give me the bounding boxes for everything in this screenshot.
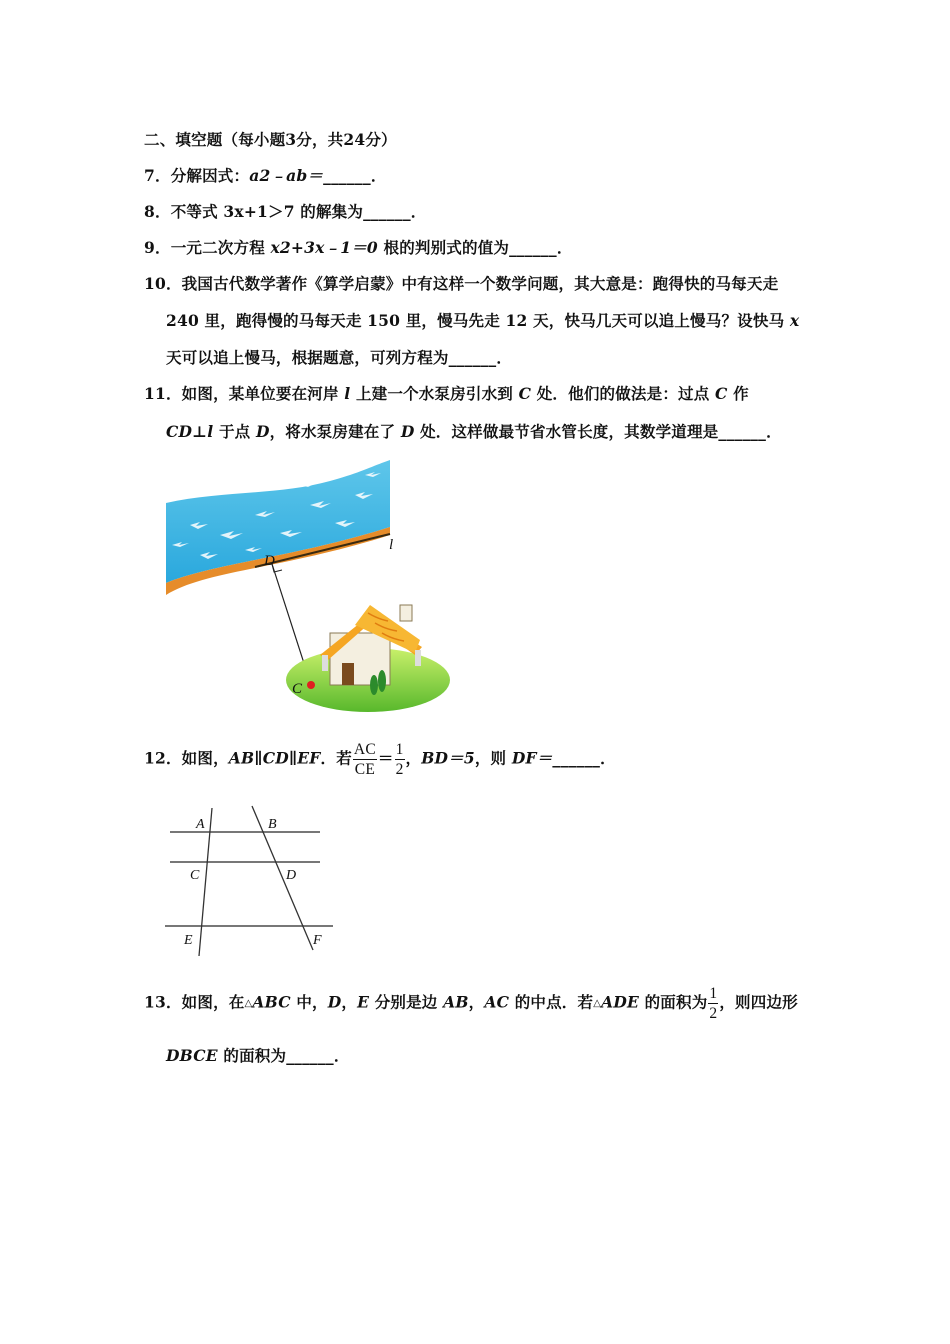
q8-expression: 3x+1＞7: [223, 202, 295, 221]
q7-answer-blank[interactable]: ______: [323, 166, 371, 185]
q9-expression: x2+3x﹣1＝0: [270, 238, 378, 257]
question-11-line-2: CD⊥l 于点 D，将水泵房建在了 D 处．这样做最节省水管长度，其数学道理是______．: [166, 422, 782, 441]
question-10-line-2: 240 里，跑得慢的马每天走 150 里，慢马先走 12 天，快马几天可以追上慢马？设快马 x: [166, 311, 800, 330]
label-C: C: [292, 681, 303, 697]
label-A: A: [196, 817, 205, 832]
q10-number: 10．: [144, 274, 182, 293]
question-13-line-1: 13．如图，在△ABC 中，D，E 分别是边 AB，AC 的中点．若△ADE 的面积为 $\frac{1}{2}$ ，则四边形: [144, 985, 798, 1022]
q13-answer-blank[interactable]: ______: [286, 1046, 334, 1065]
q7-text: 分解因式：: [170, 166, 250, 185]
parallel-lines-figure: [160, 800, 340, 960]
transversal-BDF: [252, 806, 313, 950]
q11-number: 11．: [144, 384, 182, 403]
q8-answer-blank[interactable]: ______: [363, 202, 411, 221]
q12-number: 12．: [144, 748, 182, 768]
label-D: D: [286, 868, 297, 883]
q7-expression: a2﹣ab＝: [249, 166, 324, 185]
q9-answer-blank[interactable]: ______: [509, 238, 557, 257]
q13-number: 13．: [144, 992, 182, 1012]
question-13-line-2: DBCE 的面积为______．: [166, 1046, 350, 1065]
q12-fraction-ac-ce: $\frac{AC}{CE}$: [353, 741, 376, 778]
q13-fraction-one-half: $\frac{1}{2}$: [709, 985, 718, 1022]
q8-number: 8．: [144, 202, 171, 221]
label-B: B: [268, 817, 277, 832]
label-D: D: [264, 553, 275, 569]
label-l: l: [389, 537, 394, 553]
q7-number: 7．: [144, 166, 171, 185]
river-house-figure: [160, 455, 460, 720]
question-9: 9．一元二次方程 x2+3x﹣1＝0 根的判别式的值为______．: [144, 238, 573, 257]
q12-answer-blank[interactable]: ______: [552, 748, 601, 768]
label-E: E: [184, 933, 193, 948]
q9-number: 9．: [144, 238, 171, 257]
point-C: [307, 681, 315, 689]
q11-answer-blank[interactable]: ______: [718, 422, 767, 441]
label-F: F: [313, 933, 322, 948]
q12-fraction-one-half: $\frac{1}{2}$: [395, 741, 404, 778]
section-title: 二、填空题（每小题3分，共24分）: [144, 130, 397, 149]
question-7: 7．分解因式：a2﹣ab＝______．: [144, 166, 387, 185]
question-11-line-1: 11．如图，某单位要在河岸 l 上建一个水泵房引水到 C 处．他们的做法是：过点 C 作: [144, 384, 749, 403]
question-10-line-1: 10．我国古代数学著作《算学启蒙》中有这样一个数学问题，其大意是：跑得快的马每天走: [144, 274, 779, 293]
question-10-line-3: 天可以追上慢马，根据题意，可列方程为______．: [166, 348, 513, 367]
question-12: 12．如图，AB∥CD∥EF．若 $\frac{AC}{CE}$ ＝ $\frac{1}{2}$ ，BD＝5，则 DF＝______．: [144, 741, 616, 778]
label-C: C: [190, 868, 200, 883]
river-water: [166, 460, 390, 583]
q10-answer-blank[interactable]: ______: [448, 348, 497, 367]
question-8: 8．不等式 3x+1＞7 的解集为______．: [144, 202, 427, 221]
